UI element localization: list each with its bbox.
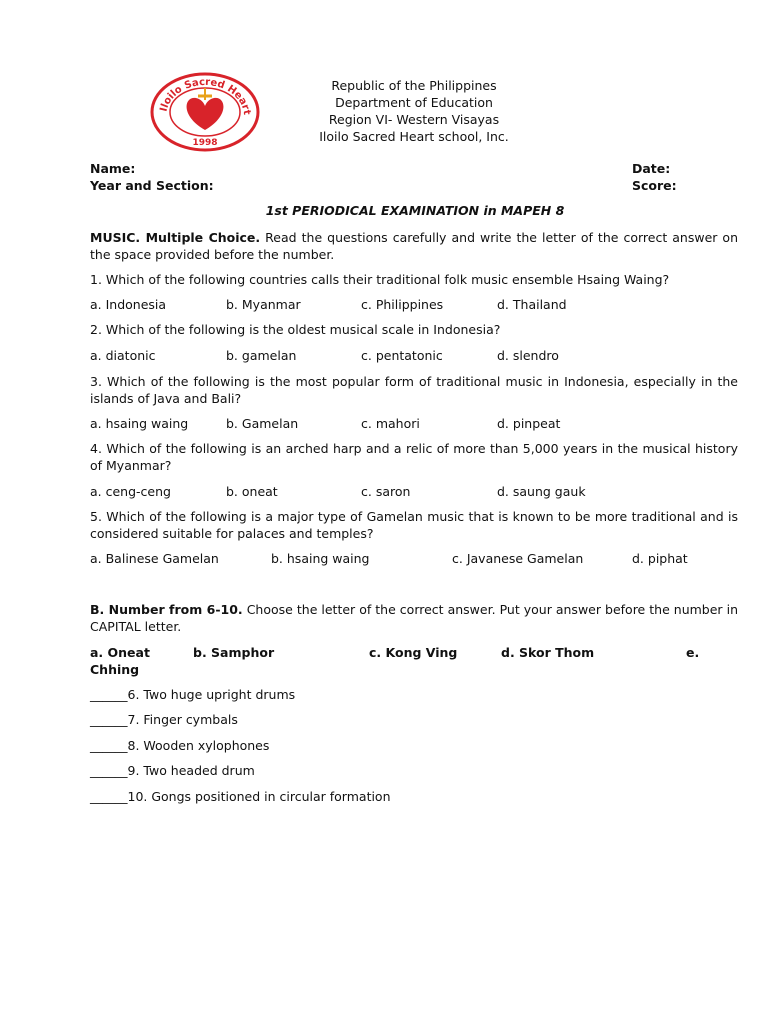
q1-option-c: c. Philippines [361, 297, 444, 312]
q5-option-a: a. Balinese Gamelan [90, 551, 219, 566]
q5-option-c: c. Javanese Gamelan [452, 551, 584, 566]
q1-option-d: d. Thailand [497, 297, 567, 312]
date-label: Date: [632, 161, 671, 176]
q2-option-a: a. diatonic [90, 348, 156, 363]
part-b-instructions [90, 601, 738, 635]
choice-e: e. [686, 645, 700, 660]
school-seal-icon [150, 72, 260, 152]
q2-option-b: b. gamelan [226, 348, 297, 363]
choice-a: a. Oneat [90, 645, 150, 660]
q5-option-d: d. piphat [632, 551, 688, 566]
score-label: Score: [632, 178, 677, 193]
item-7: ______7. Finger cymbals [90, 712, 238, 727]
part-a-instructions [90, 229, 738, 263]
q3-option-b: b. Gamelan [226, 416, 299, 431]
question-1: 1. Which of the following countries calls their traditional folk music ensemble Hsaing Waing? [90, 272, 670, 287]
q1-option-a: a. Indonesia [90, 297, 167, 312]
q4-option-b: b. oneat [226, 484, 278, 499]
q3-option-d: d. pinpeat [497, 416, 561, 431]
choice-c: c. Kong Ving [369, 645, 458, 660]
part-b-instruction-text: Choose the letter of the correct answer. Put your answer before the number in CAPITAL letter. [90, 602, 738, 634]
question-2: 2. Which of the following is the oldest musical scale in Indonesia? [90, 322, 501, 337]
choice-d: d. Skor Thom [501, 645, 595, 660]
logo-ring-text: Iloilo Sacred Heart [158, 76, 253, 116]
header-line-3: Region VI- Western Visayas [328, 112, 500, 127]
part-a-heading: MUSIC. Multiple Choice. [90, 230, 261, 245]
header-line-4: Iloilo Sacred Heart school, Inc. [319, 129, 509, 144]
q5-option-b: b. hsaing waing [271, 551, 370, 566]
q1-option-b: b. Myanmar [226, 297, 301, 312]
logo-year: 1998 [192, 138, 218, 148]
choice-b: b. Samphor [193, 645, 275, 660]
q4-option-a: a. ceng-ceng [90, 484, 171, 499]
item-10: ______10. Gongs positioned in circular formation [90, 789, 391, 804]
part-a-instruction-text: Read the questions carefully and write the letter of the correct answer on the space provided before the number. [90, 230, 738, 262]
question-3: 3. Which of the following is the most popular form of traditional music in Indonesia, especially in the islands of Java and Bali? [90, 374, 738, 406]
item-8: ______8. Wooden xylophones [90, 738, 270, 753]
header-line-1: Republic of the Philippines [331, 78, 497, 93]
q3-option-a: a. hsaing waing [90, 416, 189, 431]
q4-option-c: c. saron [361, 484, 411, 499]
school-logo [150, 72, 260, 152]
header-line-2: Department of Education [335, 95, 493, 110]
item-6: ______6. Two huge upright drums [90, 687, 296, 702]
q2-option-c: c. pentatonic [361, 348, 443, 363]
item-9: ______9. Two headed drum [90, 763, 255, 778]
q4-option-d: d. saung gauk [497, 484, 586, 499]
choice-e-continued: Chhing [90, 662, 140, 677]
q3-option-c: c. mahori [361, 416, 420, 431]
exam-title: 1st PERIODICAL EXAMINATION in MAPEH 8 [265, 203, 565, 218]
question-5: 5. Which of the following is a major type of Gamelan music that is known to be more traditional and is considered suitable for palaces and temples? [90, 509, 738, 541]
year-section-label: Year and Section: [90, 178, 214, 193]
question-4: 4. Which of the following is an arched harp and a relic of more than 5,000 years in the musical history of Myanmar? [90, 441, 738, 473]
q2-option-d: d. slendro [497, 348, 559, 363]
part-b-heading: B. Number from 6-10. [90, 602, 243, 617]
name-label: Name: [90, 161, 136, 176]
